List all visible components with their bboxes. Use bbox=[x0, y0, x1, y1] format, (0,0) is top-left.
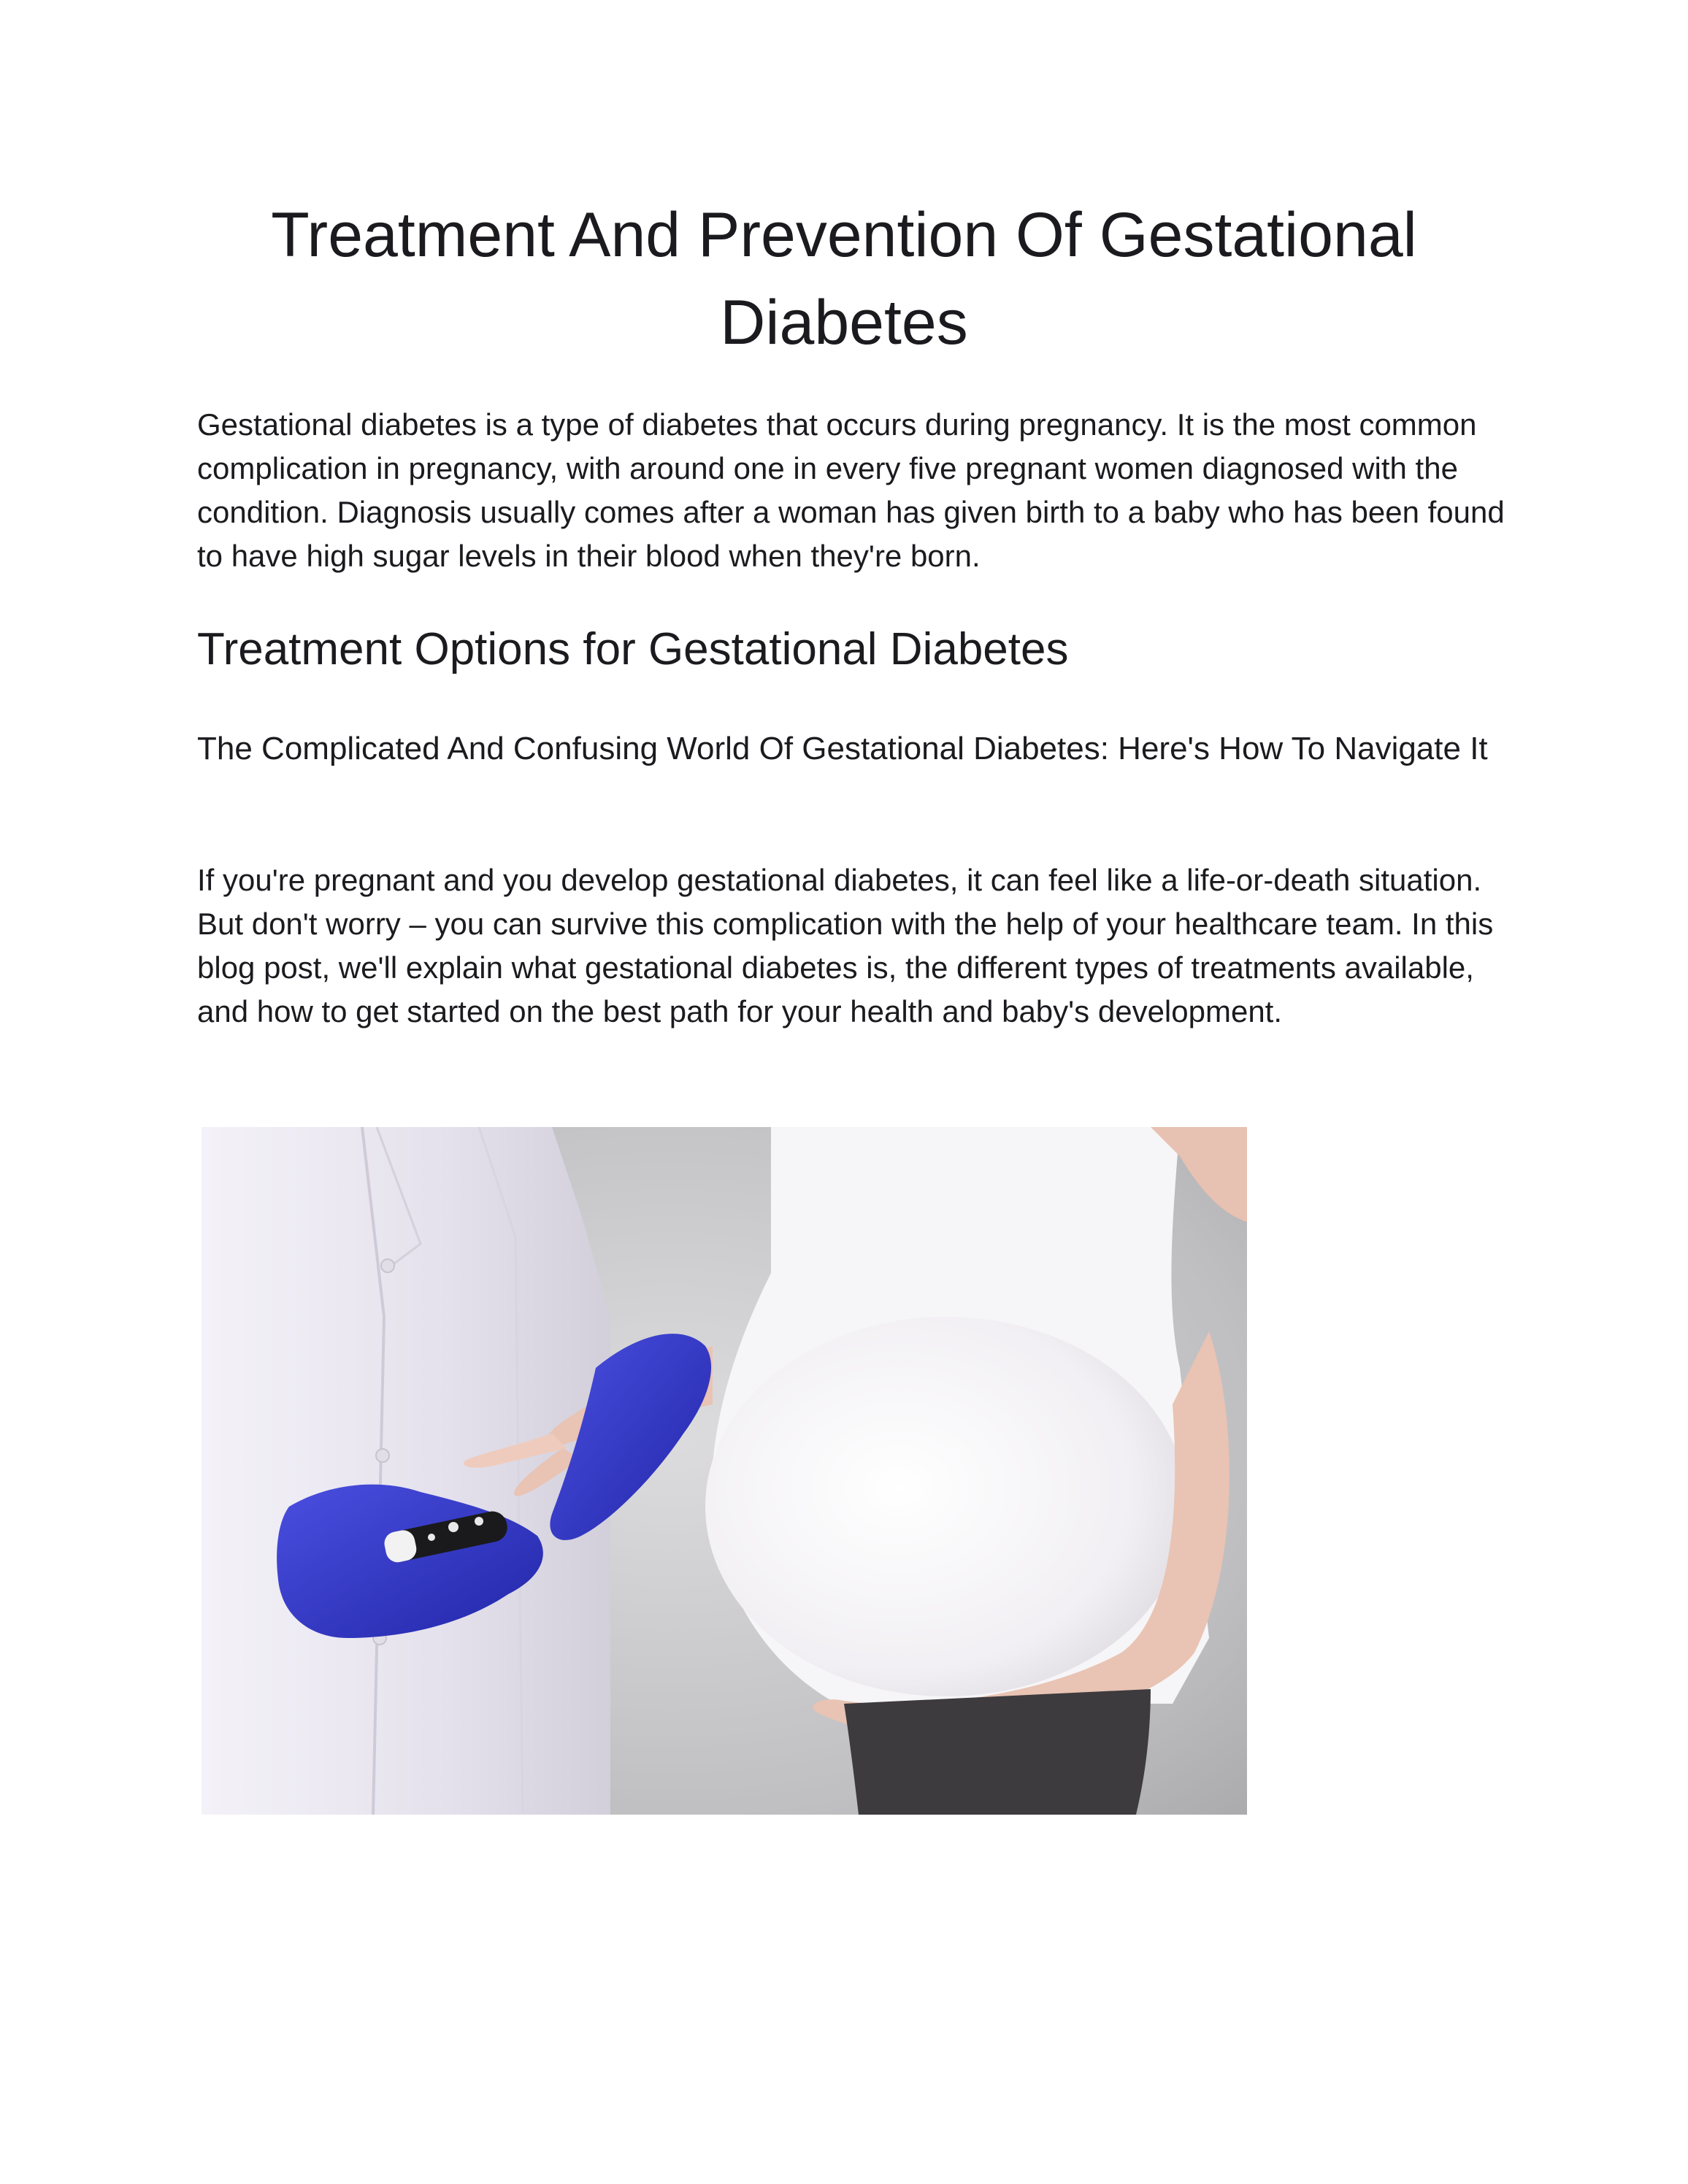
page-title: Treatment And Prevention Of Gestational Diabetes bbox=[271, 200, 1417, 358]
subheading: The Complicated And Confusing World Of Gestational Diabetes: Here's How To Navigate It bbox=[197, 731, 1488, 766]
doctor-patient-photo bbox=[202, 1127, 1247, 1815]
intro-paragraph: Gestational diabetes is a type of diabetes that occurs during pregnancy. It is the most common complication in pregnancy, with around one in every five pregnant women diagnosed with the condition. Diagnosis usually comes after a woman has given birth to a baby who has been found to have high sugar levels in their blood when they're born. bbox=[197, 407, 1505, 573]
dark-pants bbox=[844, 1689, 1151, 1815]
belly bbox=[705, 1317, 1187, 1696]
body-paragraph: If you're pregnant and you develop gestational diabetes, it can feel like a life-or-death situation. But don't worry – you can survive this complication with the help of your healthcare team. In this blog post, we'll explain what gestational diabetes is, the different types of treatments available, and how to get started on the best path for your health and baby's development. bbox=[197, 863, 1494, 1028]
section-heading: Treatment Options for Gestational Diabetes bbox=[197, 624, 1069, 674]
